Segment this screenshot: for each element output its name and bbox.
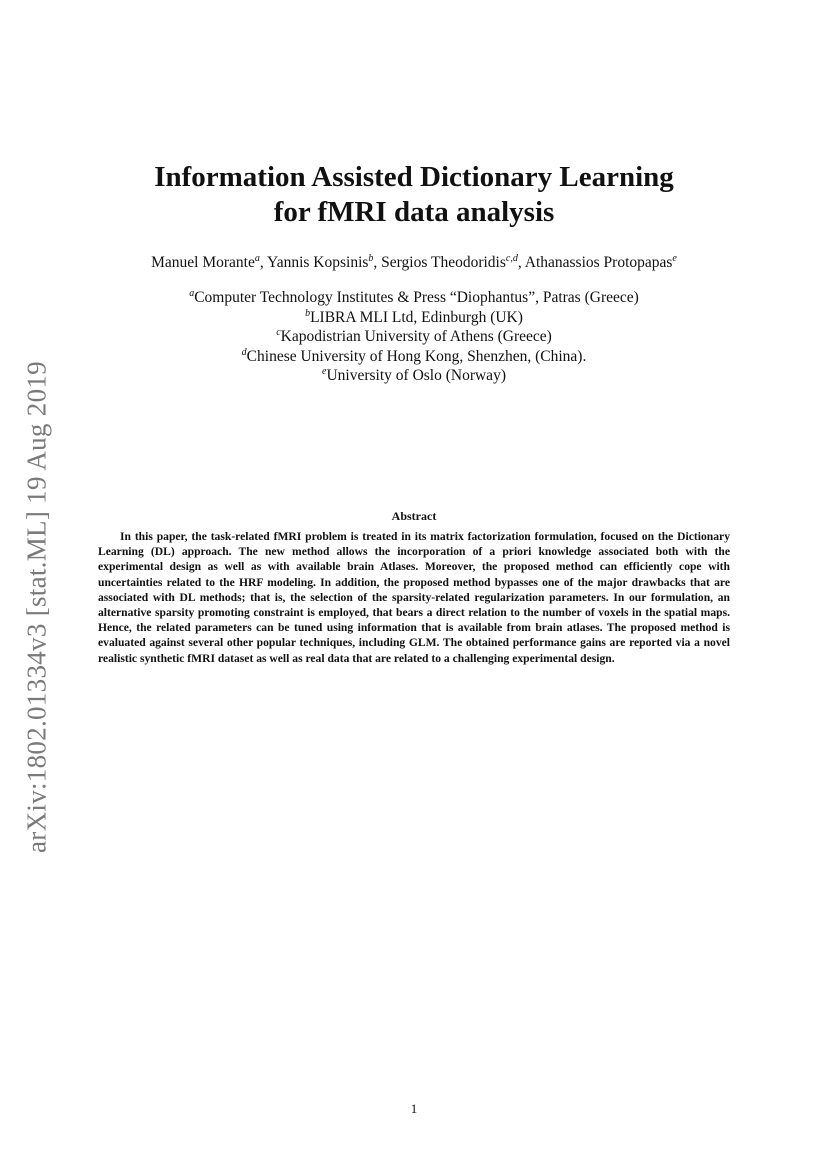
author-name: Athanassios Protopapas [524, 254, 673, 271]
author-affiliation-marker: a [254, 253, 260, 264]
author-affiliation-marker: e [672, 253, 677, 264]
affiliation-marker: a [189, 288, 195, 299]
affiliation-item [0, 327, 828, 347]
affiliation-text: Chinese University of Hong Kong, Shenzhen, (China). [246, 347, 587, 365]
page-number: 1 [410, 1101, 418, 1116]
affiliation-item [0, 347, 828, 367]
author-affiliation-marker: c,d [505, 253, 518, 264]
affiliation-text: University of Oslo (Norway) [326, 367, 506, 384]
affiliation-marker: d [241, 346, 247, 358]
arxiv-identifier-stamp: arXiv:1802.01334v3 [stat.ML] 19 Aug 2019 [21, 361, 52, 853]
author-name: Sergios Theodoridis [381, 254, 506, 271]
title-line-1: Information Assisted Dictionary Learning [154, 161, 674, 193]
title-line-2: for fMRI data analysis [273, 196, 555, 228]
author-affiliation-marker: b [368, 253, 374, 264]
abstract-body: In this paper, the task-related fMRI problem is treated in its matrix factorization formulation, focused on the Dictionary Learning (DL) approach. The new method allows the incorporation of a priori knowledge associated both with the experimental design as well as with available brain Atlases. Moreover, the proposed method can efficiently cope with uncertainties related to the HRF modeling. In addition, the proposed method bypasses one of the major drawbacks that are associated with DL methods; that is, the selection of the sparsity-related regularization parameters. In our formulation, an alternative sparsity promoting constraint is employed, that bears a direct relation to the number of voxels in the spatial maps. Hence, the related parameters can be tuned using information that is available from brain atlases. The proposed method is evaluated against several other popular techniques, including GLM. The obtained performance gains are reported via a novel realistic synthetic fMRI dataset as well as real data that are related to a challenging experimental design. [98, 530, 730, 665]
affiliation-item [0, 288, 828, 308]
affiliation-text: LIBRA MLI Ltd, Edinburgh (UK) [310, 308, 523, 326]
affiliation-list [0, 288, 828, 386]
abstract-heading: Abstract [391, 509, 437, 523]
affiliation-marker: b [305, 307, 311, 319]
author-list: Manuel Morante$^a$, Yannis Kopsinis$^b$, Sergios Theodoridis$^{c,d}$, Athanassios Protopapas$^e$ [151, 253, 677, 271]
affiliation-marker: c [276, 327, 281, 338]
affiliation-item [0, 308, 828, 328]
affiliation-marker: e [322, 366, 327, 377]
affiliation-item [0, 366, 828, 386]
affiliation-text: Computer Technology Institutes & Press “Diophantus”, Patras (Greece) [194, 289, 639, 306]
affiliation-text: Kapodistrian University of Athens (Greece) [280, 328, 552, 345]
author-name: Yannis Kopsinis [267, 254, 369, 271]
paper-title [0, 160, 828, 230]
author-name: Manuel Morante [151, 254, 255, 271]
